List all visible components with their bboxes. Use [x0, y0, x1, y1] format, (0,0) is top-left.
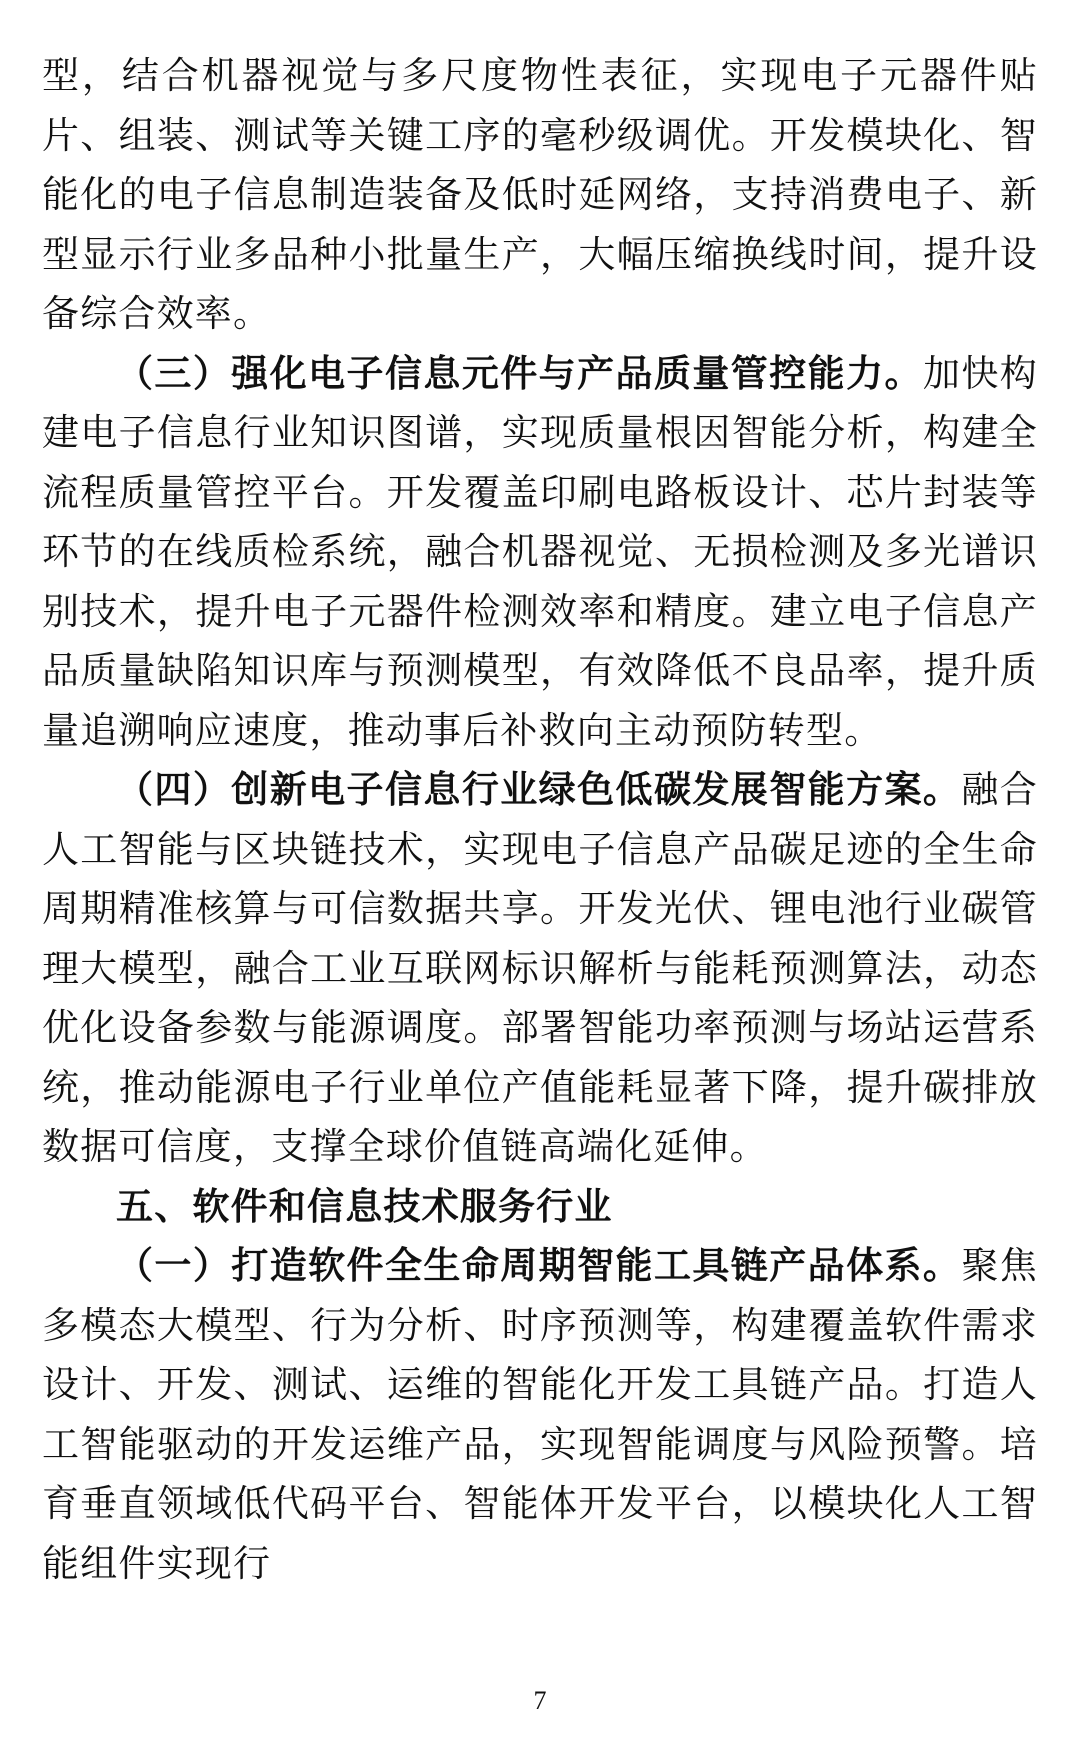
paragraph-green-low-carbon	[42, 760, 1038, 1177]
paragraph-lead: （一）打造软件全生命周期智能工具链产品体系。	[116, 1243, 962, 1287]
paragraph-lead: （四）创新电子信息行业绿色低碳发展智能方案。	[116, 767, 962, 811]
paragraph-text: 聚焦多模态大模型、行为分析、时序预测等，构建覆盖软件需求设计、开发、测试、运维的智能化开发工具链产品。打造人工智能驱动的开发运维产品，实现智能调度与风险预警。培育垂直领域低代码平台、智能体开发平台，以模块化人工智能组件实现行	[42, 1244, 1039, 1585]
paragraph-continuation	[42, 46, 1038, 344]
page-number: 7	[533, 1686, 547, 1715]
document-body	[42, 46, 1038, 1593]
section-heading: 五、软件和信息技术服务行业	[116, 1184, 613, 1228]
paragraph-text: 加快构建电子信息行业知识图谱，实现质量根因智能分析，构建全流程质量管控平台。开发覆盖印刷电路板设计、芯片封装等环节的在线质检系统，融合机器视觉、无损检测及多光谱识别技术，提升电子元器件检测效率和精度。建立电子信息产品质量缺陷知识库与预测模型，有效降低不良品率，提升质量追溯响应速度，推动事后补救向主动预防转型。	[42, 351, 1038, 752]
paragraph-lead: （三）强化电子信息元件与产品质量管控能力。	[116, 350, 923, 395]
paragraph-text: 融合人工智能与区块链技术，实现电子信息产品碳足迹的全生命周期精准核算与可信数据共享。开发光伏、锂电池行业碳管理大模型，融合工业互联网标识解析与能耗预测算法，动态优化设备参数与能源调度。部署智能功率预测与场站运营系统，推动能源电子行业单位产值能耗显著下降，提升碳排放数据可信度，支撑全球价值链高端化延伸。	[42, 768, 1039, 1168]
paragraph-text: 型，结合机器视觉与多尺度物性表征，实现电子元器件贴片、组装、测试等关键工序的毫秒级调优。开发模块化、智能化的电子信息制造装备及低时延网络，支持消费电子、新型显示行业多品种小批量生产，大幅压缩换线时间，提升设备综合效率。	[42, 54, 1038, 335]
paragraph-quality-control	[42, 344, 1038, 761]
paragraph-software-toolchain	[42, 1236, 1038, 1593]
